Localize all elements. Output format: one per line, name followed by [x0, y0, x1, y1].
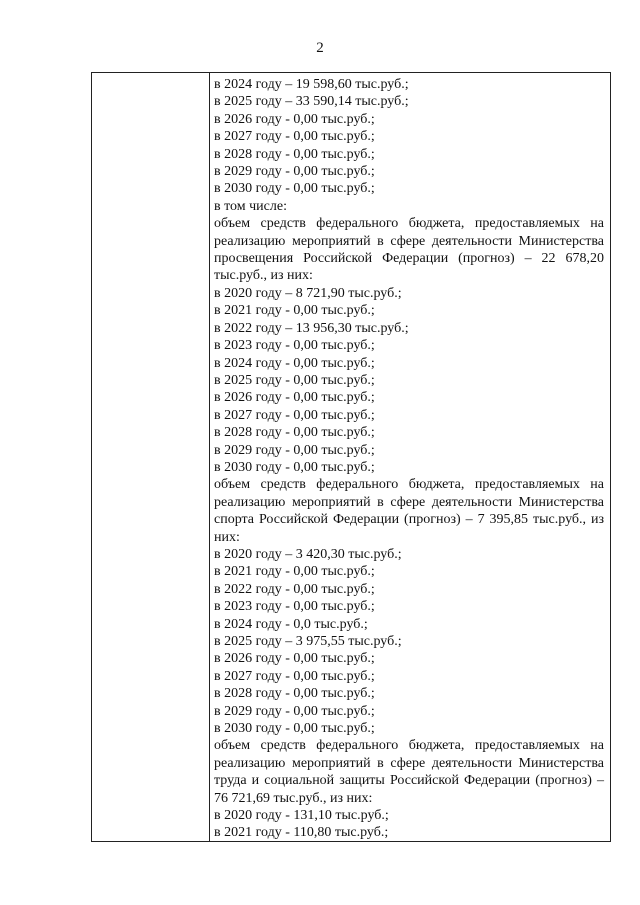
funding-line: в 2030 году - 0,00 тыс.руб.; [214, 721, 375, 737]
funding-line: в 2023 году - 0,00 тыс.руб.; [214, 338, 375, 354]
funding-line: в 2023 году - 0,00 тыс.руб.; [214, 599, 375, 615]
funding-line: в 2020 году – 3 420,30 тыс.руб.; [214, 546, 402, 562]
funding-line: в 2029 году - 0,00 тыс.руб.; [214, 164, 375, 180]
funding-line: в 2027 году - 0,00 тыс.руб.; [214, 668, 375, 684]
including-label: в том числе: [214, 198, 287, 214]
funding-lines-block-3 [214, 546, 604, 737]
funding-line: в 2025 году – 3 975,55 тыс.руб.; [214, 634, 402, 649]
funding-line: в 2024 году – 19 598,60 тыс.руб.; [214, 77, 409, 92]
page-number: 2 [316, 40, 324, 56]
funding-line: в 2022 году - 0,00 тыс.руб.; [214, 581, 375, 597]
funding-line: в 2030 году - 0,00 тыс.руб.; [214, 459, 375, 475]
funding-line: в 2029 году - 0,00 тыс.руб.; [214, 442, 375, 458]
funding-line: в 2027 году - 0,00 тыс.руб.; [214, 129, 375, 145]
funding-line: в 2029 году - 0,00 тыс.руб.; [214, 703, 375, 719]
paragraph-sport-ministry: объем средств федерального бюджета, предоставляемых на реализацию мероприятий в сфере деятельности Министерства спорта Российской Федерации (прогноз) – 7 395,85 тыс.руб., из них: [214, 477, 604, 545]
paragraph-education-ministry: объем средств федерального бюджета, предоставляемых на реализацию мероприятий в сфере деятельности Министерства просвещения Российской Федерации (прогноз) – 22 678,20 тыс.руб., из них: [214, 216, 604, 284]
funding-line: в 2021 году - 0,00 тыс.руб.; [214, 564, 375, 580]
funding-line: в 2028 году - 0,00 тыс.руб.; [214, 686, 375, 702]
funding-line: в 2030 году - 0,00 тыс.руб.; [214, 181, 375, 197]
funding-line: в 2026 году - 0,00 тыс.руб.; [214, 111, 375, 127]
funding-line: в 2024 году - 0,0 тыс.руб.; [214, 616, 368, 632]
funding-line: в 2028 году - 0,00 тыс.руб.; [214, 146, 375, 162]
funding-line: в 2021 году - 0,00 тыс.руб.; [214, 303, 375, 319]
funding-line: в 2024 году - 0,00 тыс.руб.; [214, 355, 375, 371]
funding-line: в 2022 году – 13 956,30 тыс.руб.; [214, 320, 409, 336]
funding-line: в 2026 году - 0,00 тыс.руб.; [214, 390, 375, 406]
funding-line: в 2020 году - 131,10 тыс.руб.; [214, 808, 389, 824]
funding-line: в 2021 году - 110,80 тыс.руб.; [214, 825, 389, 841]
paragraph-labor-ministry: объем средств федерального бюджета, предоставляемых на реализацию мероприятий в сфере деятельности Министерства труда и социальной защиты Российской Федерации (прогноз) – 76 721,69 тыс.руб., из них: [214, 738, 604, 806]
funding-lines-block-2 [214, 285, 604, 476]
funding-lines-block-1 [214, 76, 604, 215]
funding-line: в 2020 году – 8 721,90 тыс.руб.; [214, 285, 402, 301]
funding-line: в 2026 году - 0,00 тыс.руб.; [214, 651, 375, 667]
funding-line: в 2028 году - 0,00 тыс.руб.; [214, 425, 375, 441]
table-left-column [92, 73, 210, 841]
funding-line: в 2027 году - 0,00 тыс.руб.; [214, 407, 375, 423]
funding-line: в 2025 году – 33 590,14 тыс.руб.; [214, 94, 409, 110]
table-right-column [214, 76, 604, 842]
table-frame [91, 72, 611, 842]
funding-lines-block-4 [214, 807, 604, 842]
funding-line: в 2025 году - 0,00 тыс.руб.; [214, 372, 375, 388]
